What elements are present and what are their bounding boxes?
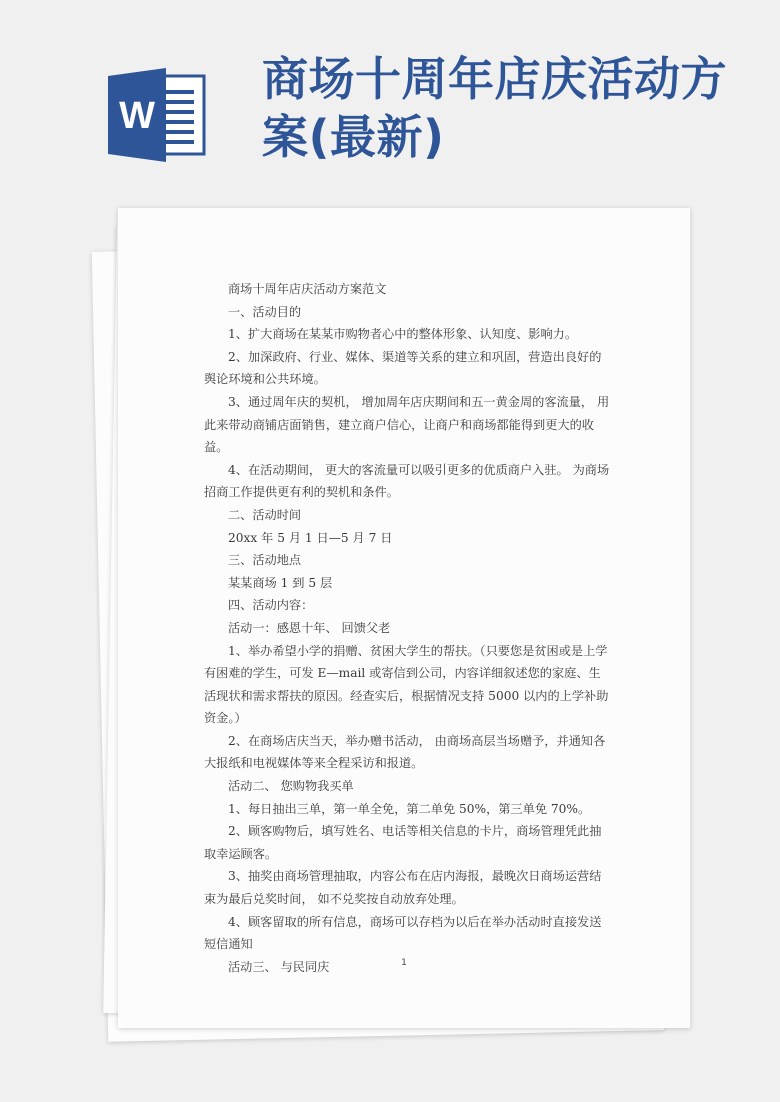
activity-heading: 活动三、 与民同庆: [228, 959, 330, 974]
paragraph: 3、通过周年庆的契机， 增加周年店庆期间和五一黄金周的客流量， 用此来带动商铺店面销售，建立商户信心，让商户和商场都能得到更大的收益。: [204, 394, 610, 455]
document-page: [118, 208, 690, 1028]
section-heading: 三、活动地点: [228, 553, 302, 568]
word-document-icon: [108, 68, 208, 162]
paragraph: 4、顾客留取的所有信息，商场可以存档为以后在举办活动时直接发送短信通知: [204, 914, 602, 952]
paragraph: 2、在商场店庆当天，举办赠书活动， 由商场高层当场赠予，并通知各大报纸和电视媒体等来全程采访和报道。: [204, 733, 606, 771]
paragraph: 1、每日抽出三单，第一单全免，第二单免 50%，第三单免 70%。: [228, 801, 591, 816]
document-body: [204, 278, 612, 978]
page-title: 商场十周年店庆活动方案(最新): [262, 52, 727, 164]
paragraph: 3、抽奖由商场管理抽取，内容公布在店内海报，最晚次日商场运营结束为最后兑奖时间， 如不兑奖按自动放弃处理。: [204, 869, 602, 907]
paragraph: 20xx 年 5 月 1 日—5 月 7 日: [228, 530, 393, 545]
paragraph: 1、扩大商场在某某市购物者心中的整体形象、认知度、影响力。: [228, 327, 578, 342]
paragraph: 1、举办希望小学的捐赠、贫困大学生的帮扶。（只要您是贫困或是上学有困难的学生，可发 E—mail 或寄信到公司，内容详细叙述您的家庭、生活现状和需求帮扶的原因。经查实后，根据情况支持 5000 以内的上学补助资金。）: [204, 643, 609, 726]
activity-heading: 活动一：感恩十年、 回馈父老: [228, 620, 391, 635]
section-heading: 二、活动时间: [228, 507, 302, 522]
activity-heading: 活动二、 您购物我买单: [228, 779, 354, 794]
section-heading: 一、活动目的: [228, 304, 302, 319]
paragraph: 某某商场 1 到 5 层: [228, 575, 333, 590]
page-number: 1: [401, 958, 407, 968]
logo-letter: W: [119, 95, 155, 137]
paragraph: 4、在活动期间， 更大的客流量可以吸引更多的优质商户入驻。 为商场招商工作提供更有利的契机和条件。: [204, 462, 610, 500]
doc-heading: 商场十周年店庆活动方案范文: [228, 282, 387, 296]
paragraph: 2、顾客购物后，填写姓名、电话等相关信息的卡片，商场管理凭此抽取幸运顾客。: [204, 824, 602, 861]
section-heading: 四、活动内容：: [228, 598, 314, 613]
paragraph: 2、加深政府、行业、媒体、渠道等关系的建立和巩固，营造出良好的舆论环境和公共环境。: [204, 349, 602, 387]
